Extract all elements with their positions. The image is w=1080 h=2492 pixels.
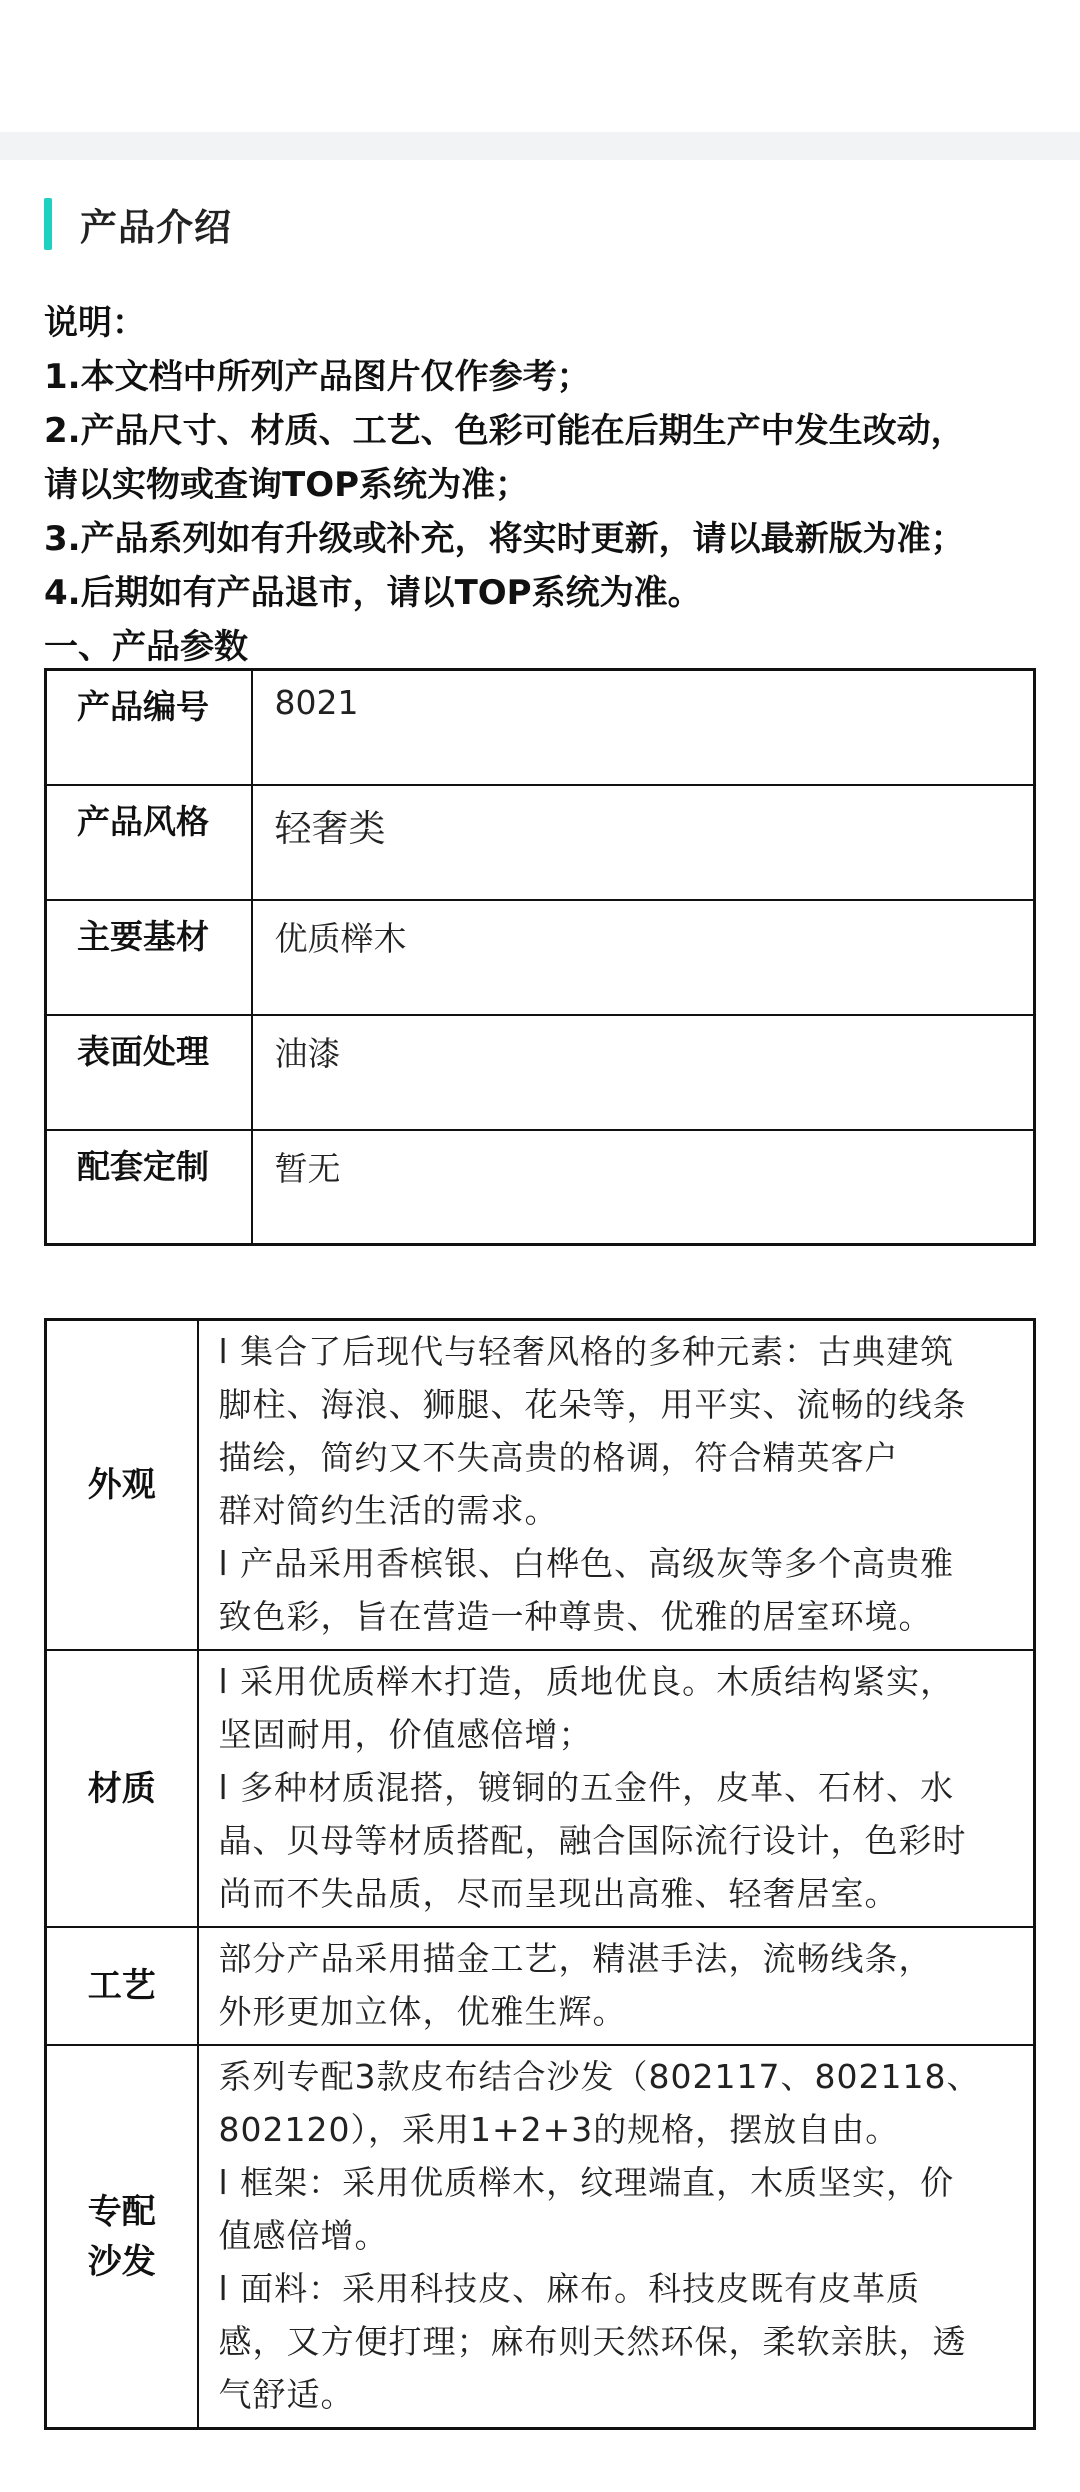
table-row: [46, 1650, 1035, 1927]
product-params-table: [44, 668, 1036, 1246]
feature-line: 值感倍增。: [218, 2216, 389, 2255]
table-row: [46, 1015, 1035, 1130]
notes-line: 2.产品尺寸、材质、工艺、色彩可能在后期生产中发生改动，: [44, 411, 965, 451]
section-header: [44, 198, 232, 250]
feature-line: l 采用优质榉木打造，质地优良。木质结构紧实，: [218, 1662, 955, 1701]
feature-line: l 框架：采用优质榉木，纹理端直，木质坚实，价: [218, 2163, 955, 2202]
param-label: 产品风格: [46, 785, 252, 900]
feature-line: l 多种材质混搭，镀铜的五金件，皮革、石材、水: [218, 1768, 955, 1807]
feature-line: l 集合了后现代与轻奢风格的多种元素：古典建筑: [218, 1332, 955, 1371]
feature-label-line: 专配: [87, 2191, 156, 2232]
feature-line: 脚柱、海浪、狮腿、花朵等，用平实、流畅的线条: [218, 1385, 967, 1424]
feature-content: [198, 1650, 1035, 1927]
feature-line: 晶、贝母等材质搭配，融合国际流行设计，色彩时: [218, 1821, 967, 1860]
feature-line: 尚而不失品质，尽而呈现出高雅、轻奢居室。: [218, 1874, 899, 1913]
section-title: 产品介绍: [80, 206, 232, 249]
feature-line: 外形更加立体，优雅生辉。: [218, 1992, 627, 2031]
feature-content: [198, 1320, 1035, 1651]
param-value: 油漆: [252, 1015, 1035, 1130]
feature-line: 坚固耐用，价值感倍增；: [218, 1715, 593, 1754]
feature-line: 802120），采用1+2+3的规格，摆放自由。: [218, 2110, 900, 2149]
feature-label: 材质: [46, 1650, 198, 1927]
param-value: 8021: [252, 670, 1035, 785]
param-label: 主要基材: [46, 900, 252, 1015]
feature-label: [46, 2045, 198, 2429]
feature-line: 描绘，简约又不失高贵的格调，符合精英客户: [218, 1438, 899, 1477]
feature-label: 工艺: [46, 1927, 198, 2045]
notes-heading: 说明：: [44, 303, 146, 343]
notes-line: 4.后期如有产品退市，请以TOP系统为准。: [44, 573, 702, 613]
notes-line: 1.本文档中所列产品图片仅作参考；: [44, 357, 591, 397]
feature-line: 部分产品采用描金工艺，精湛手法，流畅线条，: [218, 1939, 933, 1978]
param-label: 配套定制: [46, 1130, 252, 1245]
param-value: 优质榉木: [252, 900, 1035, 1015]
feature-label: 外观: [46, 1320, 198, 1651]
feature-line: 致色彩，旨在营造一种尊贵、优雅的居室环境。: [218, 1597, 933, 1636]
table-row: [46, 785, 1035, 900]
feature-line: 系列专配3款皮布结合沙发（802117、802118、: [218, 2057, 981, 2096]
table-row: [46, 1320, 1035, 1651]
table-row: [46, 2045, 1035, 2429]
notes-line: 3.产品系列如有升级或补充，将实时更新，请以最新版为准；: [44, 519, 965, 559]
feature-content: [198, 2045, 1035, 2429]
accent-bar: [44, 198, 52, 250]
param-value: 轻奢类: [252, 785, 1035, 900]
feature-line: l 面料：采用科技皮、麻布。科技皮既有皮革质: [218, 2269, 921, 2308]
feature-label-line: 沙发: [87, 2241, 156, 2282]
feature-line: l 产品采用香槟银、白桦色、高级灰等多个高贵雅: [218, 1544, 955, 1583]
feature-line: 感，又方便打理；麻布则天然环保，柔软亲肤，透: [218, 2322, 967, 2361]
table-row: [46, 1130, 1035, 1245]
feature-content: [198, 1927, 1035, 2045]
notes-line: 请以实物或查询TOP系统为准；: [44, 465, 530, 505]
param-label: 表面处理: [46, 1015, 252, 1130]
notes-subheading: 一、产品参数: [44, 627, 248, 667]
table-row: [46, 670, 1035, 785]
product-features-table: [44, 1318, 1036, 2430]
param-value: 暂无: [252, 1130, 1035, 1245]
notes-block: [44, 296, 1054, 674]
feature-line: 气舒适。: [218, 2375, 355, 2414]
top-blank-area: [0, 0, 1080, 132]
section-divider: [0, 132, 1080, 160]
table-row: [46, 1927, 1035, 2045]
feature-line: 群对简约生活的需求。: [218, 1491, 559, 1530]
table-row: [46, 900, 1035, 1015]
param-label: 产品编号: [46, 670, 252, 785]
